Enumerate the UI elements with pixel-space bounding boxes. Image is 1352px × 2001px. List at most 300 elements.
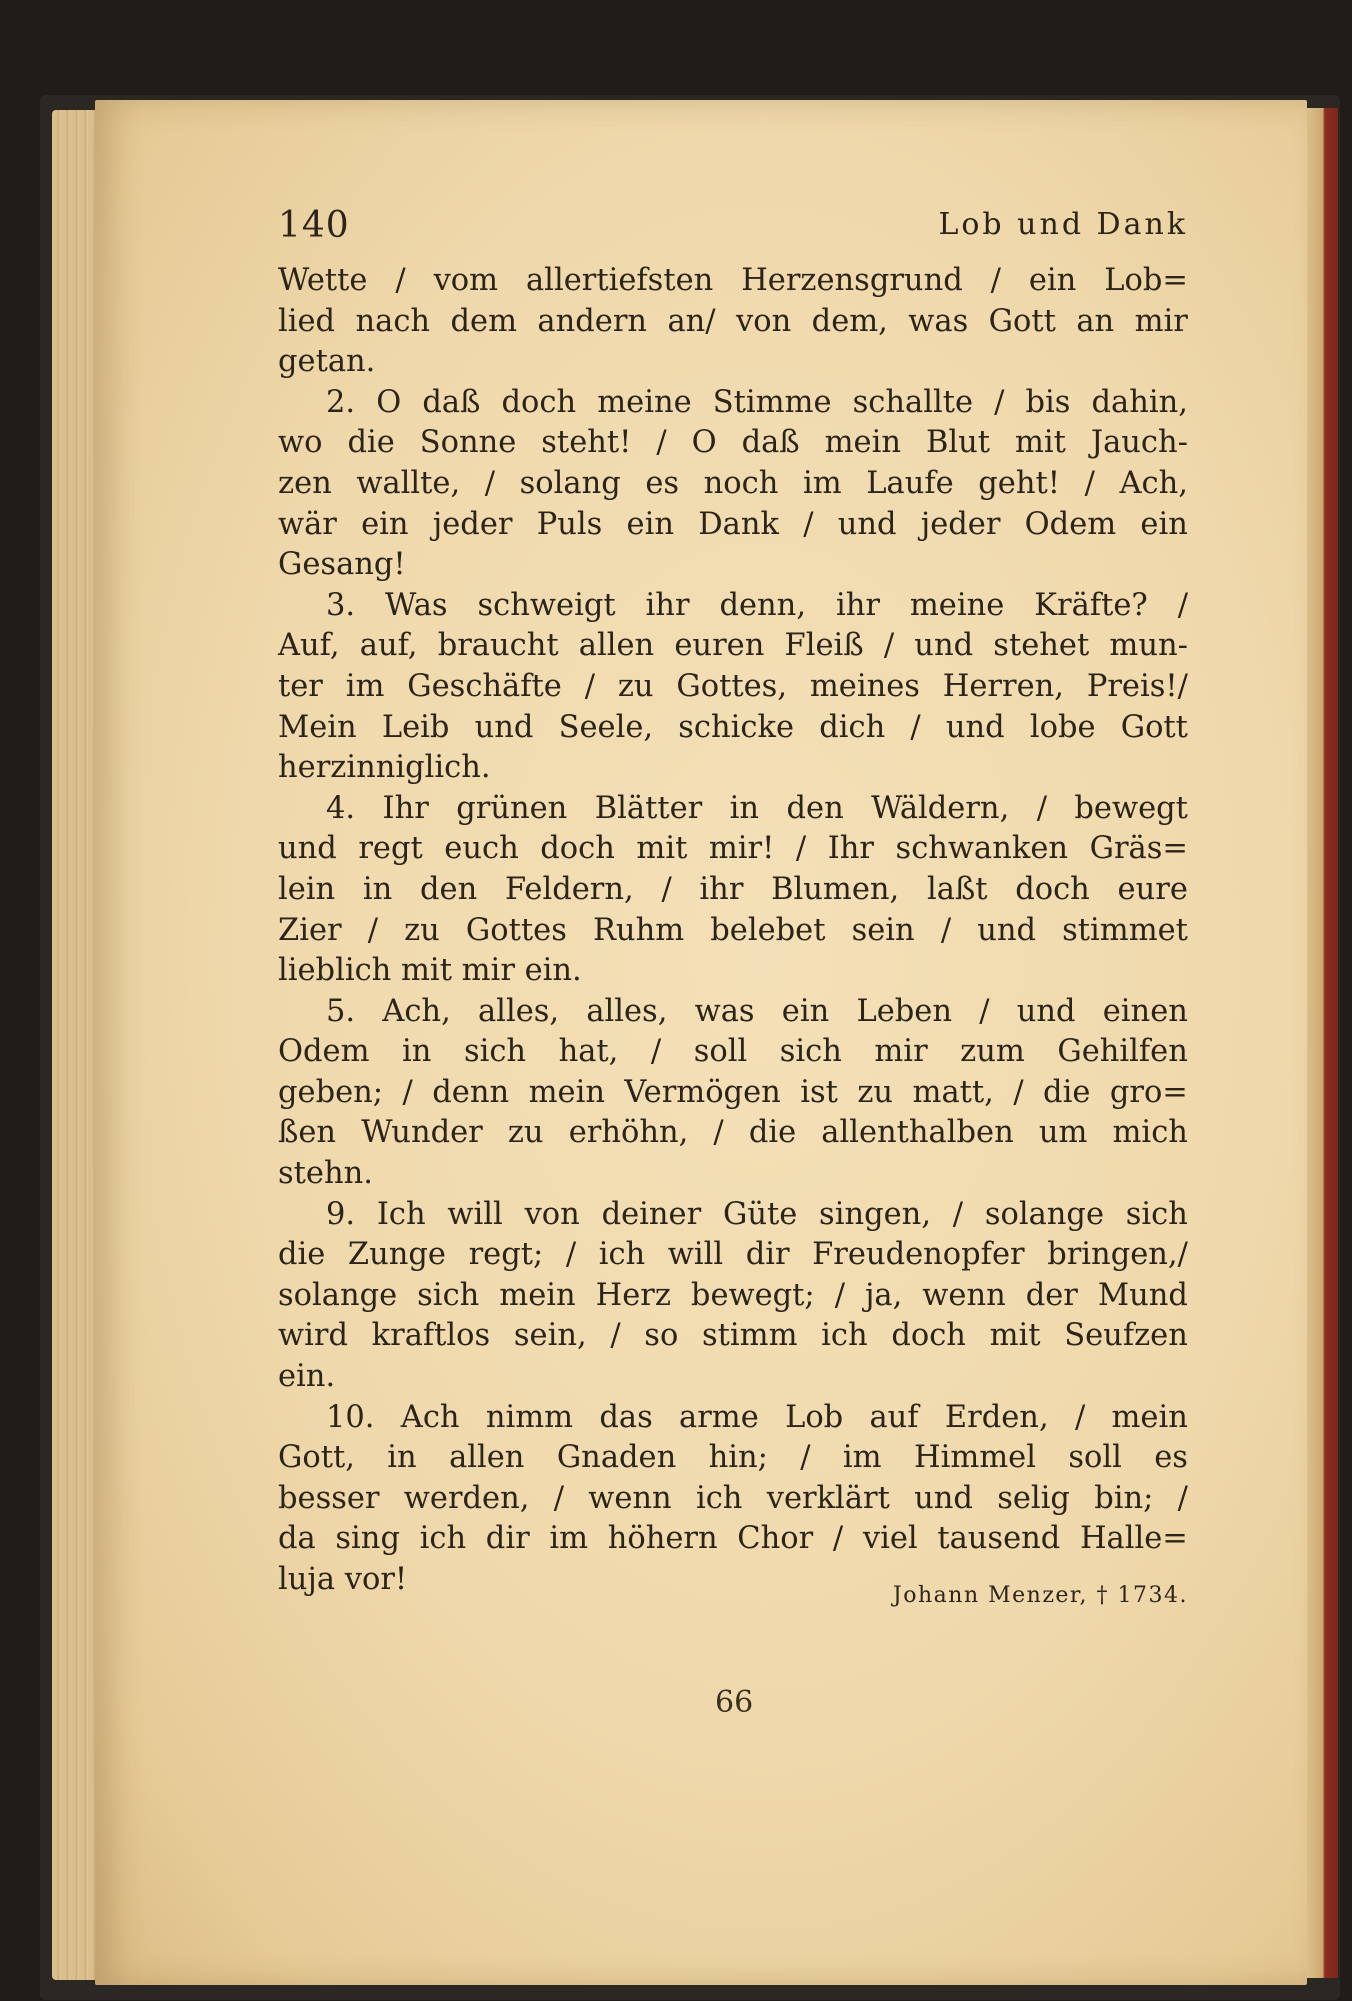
word: nimm (485, 1399, 574, 1435)
text-line (278, 1073, 1188, 1114)
word: bis (1025, 384, 1071, 420)
word: zu (617, 668, 654, 704)
word: jeder (432, 506, 513, 542)
word: andern (537, 303, 648, 339)
word: es (645, 465, 680, 501)
word: mein (1111, 1399, 1188, 1435)
word: Fleiß (784, 628, 864, 664)
text-line: lieblich mit mir ein. (278, 953, 582, 989)
word: meines (809, 668, 920, 704)
word: Gott (1120, 709, 1188, 745)
word: laßt (926, 871, 988, 907)
word: so (644, 1318, 679, 1354)
word: singen, (819, 1196, 932, 1232)
word: zu (857, 1074, 894, 1110)
word: ein (626, 506, 674, 542)
word: / (367, 912, 378, 948)
word: mein (499, 1277, 576, 1313)
word: braucht (437, 628, 559, 664)
word: ein (1140, 506, 1188, 542)
word: die (347, 425, 395, 461)
page-text-block (278, 205, 1188, 1608)
word: schallte (852, 384, 974, 420)
word: lied (278, 303, 336, 339)
word: Blumen, (771, 871, 900, 907)
word: zu (507, 1115, 544, 1151)
word: sing (335, 1521, 400, 1557)
word: meine (597, 384, 692, 420)
word: 5. (326, 993, 356, 1029)
word: wird (278, 1318, 348, 1354)
word: / (803, 506, 814, 542)
word: Auf, (278, 628, 340, 664)
word: Odem (278, 1034, 370, 1070)
word: verklärt (766, 1480, 890, 1516)
word: die (278, 1237, 326, 1273)
text-line (278, 1438, 1188, 1479)
word: Ich (376, 1196, 426, 1232)
final-line-row (278, 1560, 1188, 1608)
word: bringen,/ (1047, 1237, 1188, 1273)
word: Mund (1097, 1277, 1188, 1313)
word: dahin, (1091, 384, 1188, 420)
word: / (484, 465, 496, 501)
word: Lob (785, 1399, 844, 1435)
word: / (1177, 1480, 1188, 1516)
word: der (1025, 1277, 1078, 1313)
word: in (402, 1034, 432, 1070)
running-head: Lob und Dank (938, 207, 1188, 242)
word: zum (960, 1034, 1025, 1070)
word: euren (674, 628, 765, 664)
word: Mein (278, 709, 357, 745)
word: / (553, 1480, 564, 1516)
word: selig (997, 1480, 1070, 1516)
word: Zunge (347, 1237, 446, 1273)
word: / (994, 384, 1005, 420)
word: stimm (701, 1318, 798, 1354)
word: solang (519, 465, 621, 501)
word: mir (1134, 303, 1188, 339)
word: geht! (978, 465, 1061, 501)
word: daß (741, 425, 800, 461)
word: matt, (912, 1074, 994, 1110)
word: sein, (513, 1318, 587, 1354)
word: alles, (478, 993, 560, 1029)
word: Was (385, 587, 448, 623)
word: allertiefsten (526, 263, 714, 298)
word: regt; (468, 1237, 544, 1273)
word: Halle= (1079, 1521, 1188, 1557)
text-line (278, 586, 1188, 627)
text-line (278, 261, 1188, 302)
word: Vermögen (624, 1074, 781, 1110)
word: eure (1117, 871, 1188, 907)
word: Ihr (827, 831, 875, 867)
word: Preis!/ (1086, 668, 1188, 704)
word: und (914, 628, 974, 664)
word: Gottes, (676, 668, 788, 704)
word: daß (422, 384, 481, 420)
word: will (447, 1196, 503, 1232)
word: 2. (326, 384, 356, 420)
word: Erden, (944, 1399, 1049, 1435)
word: den (420, 871, 478, 907)
text-line (278, 911, 1188, 952)
word: solange (984, 1196, 1104, 1232)
word: wo (278, 425, 323, 461)
word: belebet (710, 912, 826, 948)
text-line (278, 383, 1188, 424)
word: / (990, 263, 1001, 298)
text-line (278, 992, 1188, 1033)
word: stehet (993, 628, 1090, 664)
word: von (524, 1196, 580, 1232)
word: Puls (536, 506, 603, 542)
word: / (713, 1115, 724, 1151)
word: werden, (403, 1480, 530, 1516)
word: schweigt (477, 587, 616, 623)
word: / (650, 1034, 662, 1070)
word: denn (432, 1074, 510, 1110)
word: stimmet (1062, 912, 1188, 948)
word: doch (891, 1318, 966, 1354)
word: Seele, (558, 709, 654, 745)
word: sich (417, 1277, 480, 1313)
word: allen (578, 628, 655, 664)
word: Gnaden (556, 1440, 677, 1476)
word: mun- (1109, 628, 1188, 664)
word: und (474, 709, 534, 745)
word: dem (450, 303, 517, 339)
word: Wäldern, (871, 790, 1010, 826)
word: was (694, 993, 755, 1029)
word: Zier (278, 912, 342, 948)
word: schwanken (895, 831, 1069, 867)
text-line: herzinniglich. (278, 750, 491, 786)
word: die (1043, 1074, 1091, 1110)
text-line (278, 1398, 1188, 1439)
word: / (1084, 465, 1095, 501)
word: Freudenopfer (812, 1237, 1025, 1273)
word: ja, (864, 1277, 903, 1313)
word: / (952, 1196, 964, 1232)
word: Leib (381, 709, 450, 745)
word: und (837, 506, 897, 542)
word: / (1177, 587, 1188, 623)
word: arme (679, 1399, 759, 1435)
final-line: luja vor! (278, 1562, 408, 1597)
word: ßen (278, 1115, 337, 1151)
word: im (802, 465, 842, 501)
word: zu (404, 912, 440, 948)
word: nach (355, 303, 431, 339)
word: denn, (719, 587, 807, 623)
word: / (1036, 790, 1047, 826)
word: 3. (326, 587, 356, 623)
word: an (1076, 303, 1115, 339)
word: bewegt (1074, 790, 1188, 826)
word: dem, (811, 303, 888, 339)
word: Jauch- (1090, 425, 1188, 461)
word: es (1154, 1440, 1188, 1476)
text-line (278, 1032, 1188, 1073)
word: und (914, 1480, 973, 1516)
word: jeder (920, 506, 1001, 542)
word: vom (433, 263, 499, 298)
text-line (278, 667, 1188, 708)
text-line (278, 302, 1188, 343)
word: regt (358, 831, 423, 867)
word: um (1038, 1115, 1088, 1151)
word: / (795, 831, 807, 867)
word: was (908, 303, 969, 339)
word: Ach, (382, 993, 451, 1029)
word: ihr (699, 871, 744, 907)
word: doch (501, 384, 577, 420)
word: Güte (722, 1196, 798, 1232)
text-line (278, 789, 1188, 830)
word: / (832, 1521, 844, 1557)
word: Gott (988, 303, 1056, 339)
word: im (549, 1521, 589, 1557)
word: Gehilfen (1057, 1034, 1188, 1070)
author-attribution: Johann Menzer, † 1734. (892, 1583, 1188, 1608)
word: im (842, 1440, 882, 1476)
word: mein (528, 1074, 605, 1110)
word: 9. (326, 1196, 356, 1232)
word: Gottes (465, 912, 567, 948)
word: ihr (835, 587, 880, 623)
text-line (278, 1519, 1188, 1560)
word: auf (869, 1399, 919, 1435)
word: 4. (326, 790, 356, 826)
word: wallte, (356, 465, 461, 501)
word: soll (1068, 1440, 1122, 1476)
word: ein (1028, 263, 1077, 298)
word: von (736, 303, 792, 339)
word: lobe (1029, 709, 1096, 745)
word: wenn (588, 1480, 672, 1516)
word: erhöhn, (568, 1115, 689, 1151)
word: allen (449, 1440, 525, 1476)
word: Stimme (712, 384, 832, 420)
word: / (402, 1074, 413, 1110)
word: / (610, 1318, 621, 1354)
word: Wunder (361, 1115, 483, 1151)
word: ein (781, 993, 830, 1029)
page-number: 140 (278, 205, 350, 246)
word: alles, (586, 993, 668, 1029)
word: Ach, (1119, 465, 1188, 501)
word: / (910, 709, 921, 745)
word: sich (463, 1034, 527, 1070)
hymn-text (278, 261, 1188, 1560)
word: allenthalben (821, 1115, 1014, 1151)
word: Gott, (278, 1440, 355, 1476)
word: noch (703, 465, 779, 501)
word: / (1074, 1399, 1086, 1435)
word: Himmel (913, 1440, 1036, 1476)
word: doch (1015, 871, 1090, 907)
word: soll (693, 1034, 748, 1070)
word: Laufe (866, 465, 954, 501)
word: Ach (400, 1399, 460, 1435)
word: Wette (278, 263, 368, 298)
word: ich (821, 1318, 868, 1354)
word: den (786, 790, 844, 826)
word: wär (278, 506, 337, 542)
word: mit (1014, 425, 1066, 461)
text-line (278, 505, 1188, 546)
text-line (278, 1113, 1188, 1154)
printer-signature-mark: 66 (715, 1685, 754, 1720)
word: mit (989, 1318, 1041, 1354)
word: die (748, 1115, 797, 1151)
word: Seufzen (1064, 1318, 1188, 1354)
word: / (656, 425, 667, 461)
word: zen (278, 465, 332, 501)
word: / (661, 871, 672, 907)
text-line (278, 870, 1188, 911)
word: besser (278, 1480, 380, 1516)
word: Dank (698, 506, 779, 542)
word: Feldern, (504, 871, 634, 907)
word: auf, (359, 628, 418, 664)
word: hat, (558, 1034, 619, 1070)
word: / (800, 1440, 811, 1476)
text-line (278, 464, 1188, 505)
text-line (278, 423, 1188, 464)
word: / (979, 993, 990, 1029)
text-line: stehn. (278, 1156, 373, 1192)
word: Ihr (382, 790, 429, 826)
text-line (278, 1276, 1188, 1317)
word: meine (909, 587, 1005, 623)
word: und (278, 831, 337, 867)
word: lein (278, 871, 336, 907)
word: Leben (856, 993, 952, 1029)
word: hin; (708, 1440, 768, 1476)
word: ich (695, 1480, 743, 1516)
word: ich (419, 1521, 467, 1557)
word: Blut (925, 425, 991, 461)
word: / (565, 1237, 577, 1273)
word: Blätter (594, 790, 703, 826)
word: sich (1125, 1196, 1188, 1232)
word: mich (1112, 1115, 1188, 1151)
word: ter (278, 668, 323, 704)
word: schicke (678, 709, 795, 745)
word: ein (361, 506, 409, 542)
word: dich (819, 709, 886, 745)
text-line: ein. (278, 1359, 336, 1395)
text-line (278, 1479, 1188, 1520)
word: wenn (922, 1277, 1006, 1313)
text-line (278, 626, 1188, 667)
word: Kräfte? (1034, 587, 1148, 623)
word: solange (278, 1277, 398, 1313)
word: sich (779, 1034, 842, 1070)
word: steht! (541, 425, 632, 461)
word: / (940, 912, 952, 948)
word: / (883, 628, 895, 664)
word: gro= (1109, 1074, 1188, 1110)
word: dir (485, 1521, 530, 1557)
word: und (1016, 993, 1076, 1029)
word: dir (745, 1237, 790, 1273)
word: das (599, 1399, 653, 1435)
word: kraftlos (371, 1318, 491, 1354)
text-line: getan. (278, 344, 376, 380)
word: tausend (937, 1521, 1061, 1557)
word: Herren, (942, 668, 1064, 704)
word: Herzensgrund (741, 263, 963, 298)
word: Geschäfte (407, 668, 562, 704)
text-line (278, 829, 1188, 870)
word: / (834, 1277, 845, 1313)
word: will (667, 1237, 724, 1273)
word: mein (824, 425, 901, 461)
word: Odem (1024, 506, 1117, 542)
word: bin; (1094, 1480, 1154, 1516)
word: Herz (595, 1277, 671, 1313)
text-line (278, 1235, 1188, 1276)
word: doch (540, 831, 615, 867)
word: Lob= (1104, 263, 1188, 298)
word: / (395, 263, 406, 298)
word: in (729, 790, 760, 826)
word: sein (851, 912, 915, 948)
text-line: Gesang! (278, 547, 406, 583)
word: in (387, 1440, 417, 1476)
word: mir! (708, 831, 775, 867)
word: ist (800, 1074, 838, 1110)
word: Ruhm (592, 912, 685, 948)
word: bewegt; (690, 1277, 815, 1313)
word: 10. (326, 1399, 375, 1435)
word: mit (636, 831, 688, 867)
word: grünen (456, 790, 568, 826)
word: deiner (601, 1196, 702, 1232)
page-header (278, 205, 1188, 261)
word: / (584, 668, 595, 704)
word: O (376, 384, 402, 420)
word: einen (1102, 993, 1188, 1029)
text-line (278, 708, 1188, 749)
word: höhern (607, 1521, 718, 1557)
word: da (278, 1521, 316, 1557)
word: im (345, 668, 385, 704)
word: Gräs= (1089, 831, 1188, 867)
text-line (278, 1195, 1188, 1236)
word: viel (862, 1521, 918, 1557)
word: und (945, 709, 1005, 745)
word: ihr (645, 587, 690, 623)
word: / (1013, 1074, 1024, 1110)
word: Sonne (419, 425, 517, 461)
word: Chor (737, 1521, 814, 1557)
word: in (362, 871, 393, 907)
word: und (977, 912, 1037, 948)
word: an/ (667, 303, 716, 339)
text-line (278, 1316, 1188, 1357)
word: mir (874, 1034, 928, 1070)
word: ich (598, 1237, 646, 1273)
word: geben; (278, 1074, 384, 1110)
word: euch (444, 831, 519, 867)
word: O (691, 425, 717, 461)
